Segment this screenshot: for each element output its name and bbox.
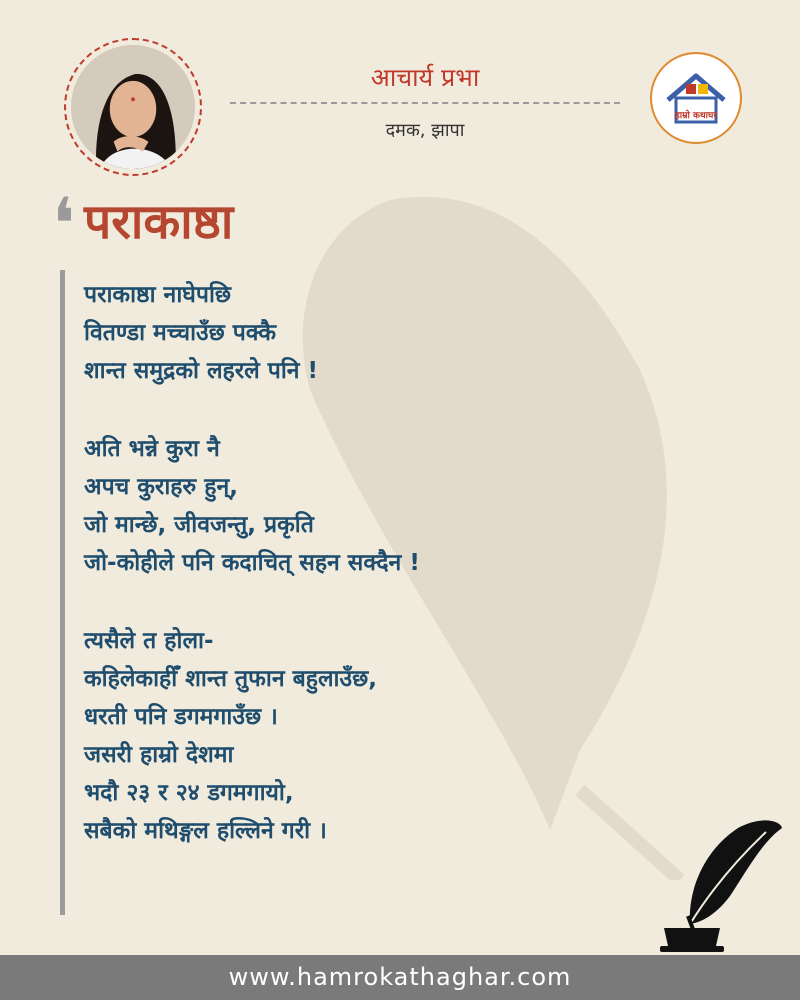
header-divider (230, 102, 620, 104)
author-place: दमक, झापा (385, 120, 465, 141)
poem-line: सबैको मथिङ्गल हल्लिने गरी । (84, 818, 327, 844)
poem-body (84, 276, 684, 850)
author-name: आचार्य प्रभा (370, 63, 480, 92)
poem-line: जो-कोहीले पनि कदाचित् सहन सक्दैन ! (84, 550, 420, 576)
poem-line: कहिलेकाहीँ शान्त तुफान बहुलाउँछ, (84, 666, 377, 692)
poem-line: अति भन्ने कुरा नै (84, 436, 220, 462)
poem-line: वितण्डा मच्चाउँछ पक्कै (84, 320, 277, 346)
poem-line: धरती पनि डगमगाउँछ । (84, 704, 278, 730)
author-avatar (64, 38, 202, 176)
logo-text: हाम्रो कथाघर (675, 111, 717, 121)
person-photo-icon (71, 45, 195, 169)
stanza-gap (84, 582, 684, 622)
poem-line: शान्त समुद्रको लहरले पनि ! (84, 358, 319, 384)
poem-line: त्यसैले त होला- (84, 628, 214, 654)
poem-line: पराकाष्ठा नाघेपछि (84, 282, 232, 308)
poem-line: अपच कुराहरु हुन्, (84, 474, 238, 500)
quote-mark-icon: ❛ (52, 182, 76, 266)
poem-line: भदौ २३ र २४ डगमगायो, (84, 780, 294, 806)
poem-title: पराकाष्ठा (84, 194, 234, 250)
poem-side-bar (60, 270, 65, 915)
site-logo (650, 52, 742, 144)
stanza-gap (84, 390, 684, 430)
house-logo-icon (652, 54, 740, 142)
footer-url[interactable]: www.hamrokathaghar.com (0, 955, 800, 1000)
poem-line: जो मान्छे, जीवजन्तु, प्रकृति (84, 512, 314, 538)
quill-inkpot-icon (650, 812, 785, 952)
poem-line: जसरी हाम्रो देशमा (84, 742, 234, 768)
